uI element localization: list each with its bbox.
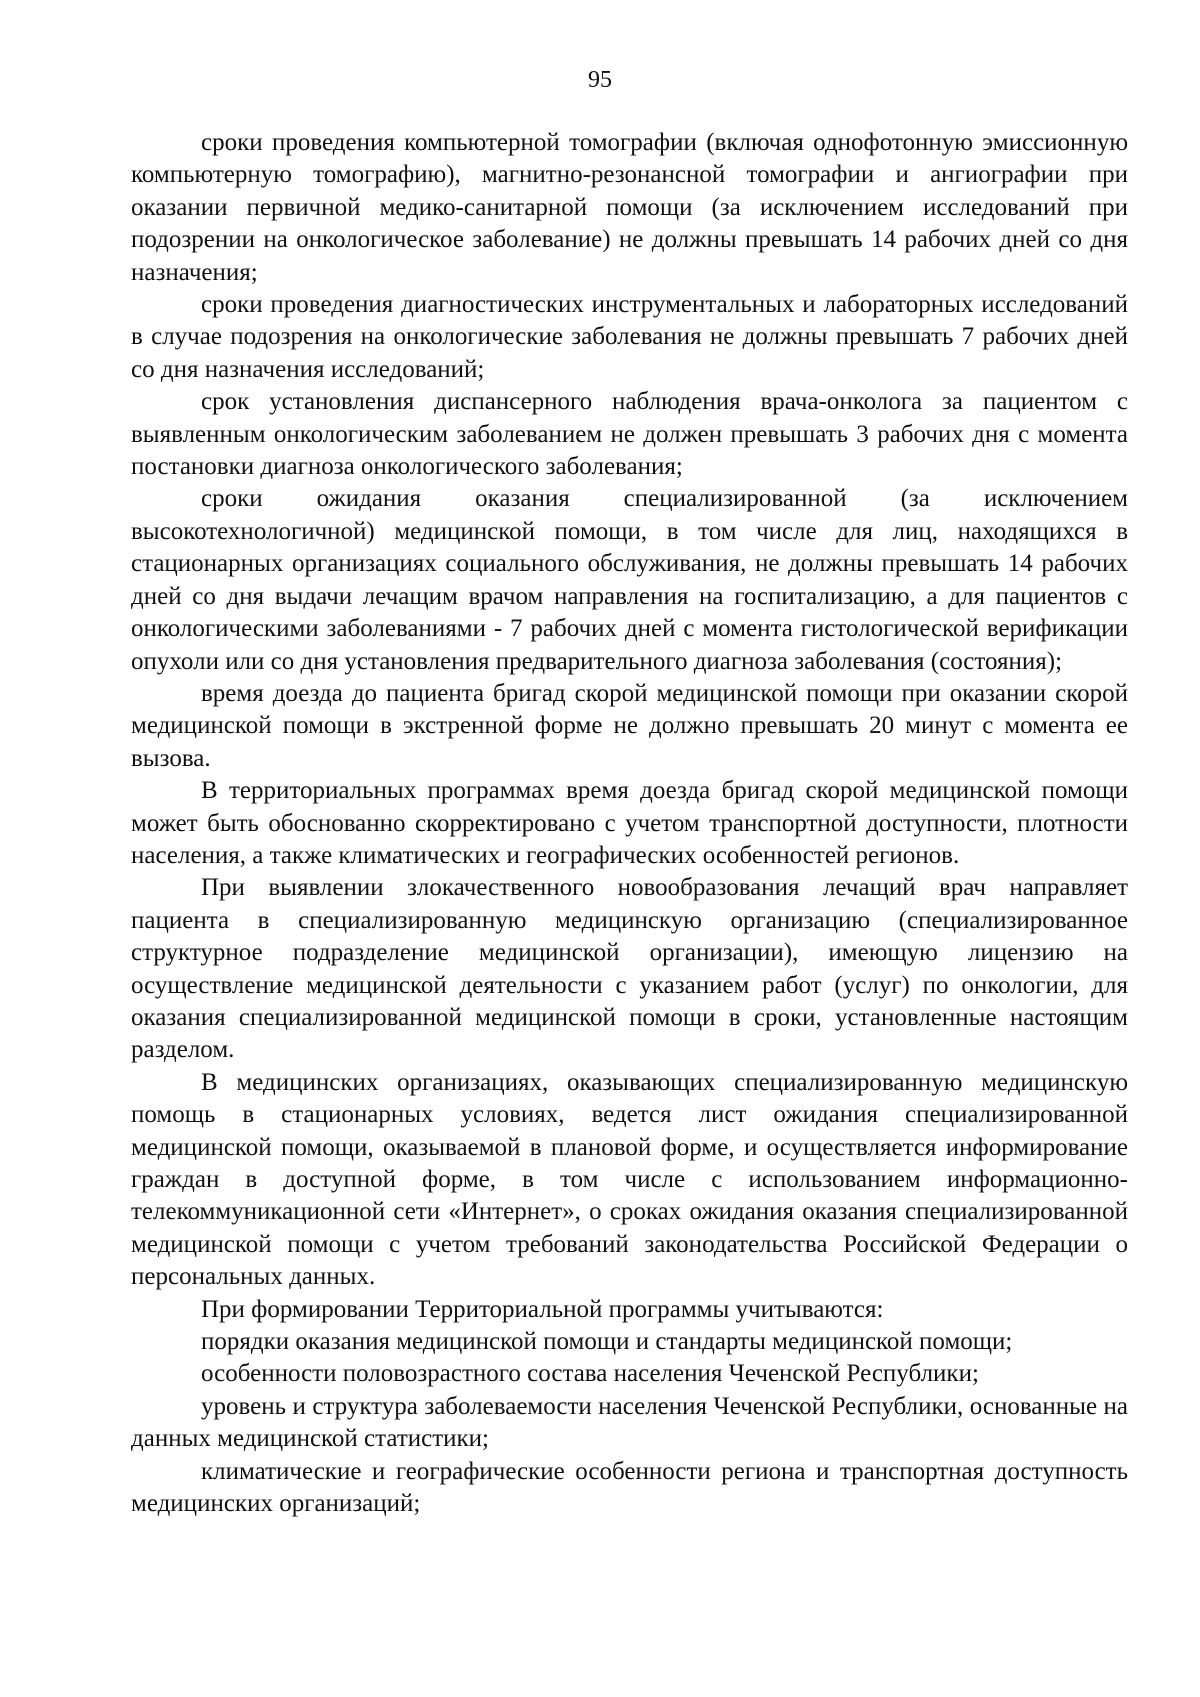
list-item-procedures-standards: порядки оказания медицинской помощи и стандарты медицинской помощи; <box>201 1328 1013 1356</box>
paragraph-waiting-list: В медицинских организациях, оказывающих специализированную медицинскую помощь в стационарных условиях, ведется лист ожидания специализированной медицинской помощи, оказываемой в плановой форме, и осуществляется информирование граждан в доступной форме, в том числе с использованием информационно-телекоммуникационной сети «Интернет», о сроках ожидания оказания специализированной медицинской помощи с учетом требований законодательства Российской Федерации о персональных данных. <box>131 1068 1128 1291</box>
list-item-morbidity: уровень и структура заболеваемости населения Чеченской Республики, основанные на данных медицинской статистики; <box>131 1392 1128 1453</box>
list-item-population-structure: особенности половозрастного состава населения Чеченской Республики; <box>201 1360 979 1388</box>
document-body <box>131 127 1128 1520</box>
paragraph-program-factors-intro: При формировании Территориальной программы учитываются: <box>201 1295 884 1323</box>
paragraph-ambulance-adjustment: В территориальных программах время доезда бригад скорой медицинской помощи может быть обоснованно скорректировано с учетом транспортной доступности, плотности населения, а также климатических и географических особенностей регионов. <box>131 777 1128 869</box>
paragraph-ambulance-arrival: время доезда до пациента бригад скорой медицинской помощи при оказании скорой медицинской помощи в экстренной форме не должно превышать 20 минут с момента ее вызова. <box>131 679 1128 772</box>
paragraph-dispensary-terms: срок установления диспансерного наблюдения врача-онколога за пациентом с выявленным онкологическим заболеванием не должен превышать 3 рабочих дня с момента постановки диагноза онкологического заболевания; <box>131 388 1128 481</box>
paragraph-oncology-referral: При выявлении злокачественного новообразования лечащий врач направляет пациента в специализированную медицинскую организацию (специализированное структурное подразделение медицинской организации), имеющую лицензию на осуществление медицинской деятельности с указанием работ (услуг) по онкологии, для оказания специализированной медицинской помощи в сроки, установленные настоящим разделом. <box>131 874 1128 1064</box>
paragraph-specialized-care-terms: сроки ожидания оказания специализированной (за исключением высокотехнологичной) медицинской помощи, в том числе для лиц, находящихся в стационарных организациях социального обслуживания, не должны превышать 14 рабочих дней со дня выдачи лечащим врачом направления на госпитализацию, а для пациентов с онкологическими заболеваниями - 7 рабочих дней с момента гистологической верификации опухоли или со дня установления предварительного диагноза заболевания (состояния); <box>131 485 1128 675</box>
list-item-climate-geography: климатические и географические особенности региона и транспортная доступность медицинских организаций; <box>131 1457 1128 1518</box>
paragraph-ct-mri-terms: сроки проведения компьютерной томографии (включая однофотонную эмиссионную компьютерную томографию), магнитно-резонансной томографии и ангиографии при оказании первичной медико-санитарной помощи (за исключением исследований при подозрении на онкологическое заболевание) не должны превышать 14 рабочих дней со дня назначения; <box>131 129 1128 286</box>
paragraph-diagnostic-terms: сроки проведения диагностических инструментальных и лабораторных исследований в случае подозрения на онкологические заболевания не должны превышать 7 рабочих дней со дня назначения исследований; <box>131 291 1128 383</box>
page-number: 95 <box>588 67 612 93</box>
